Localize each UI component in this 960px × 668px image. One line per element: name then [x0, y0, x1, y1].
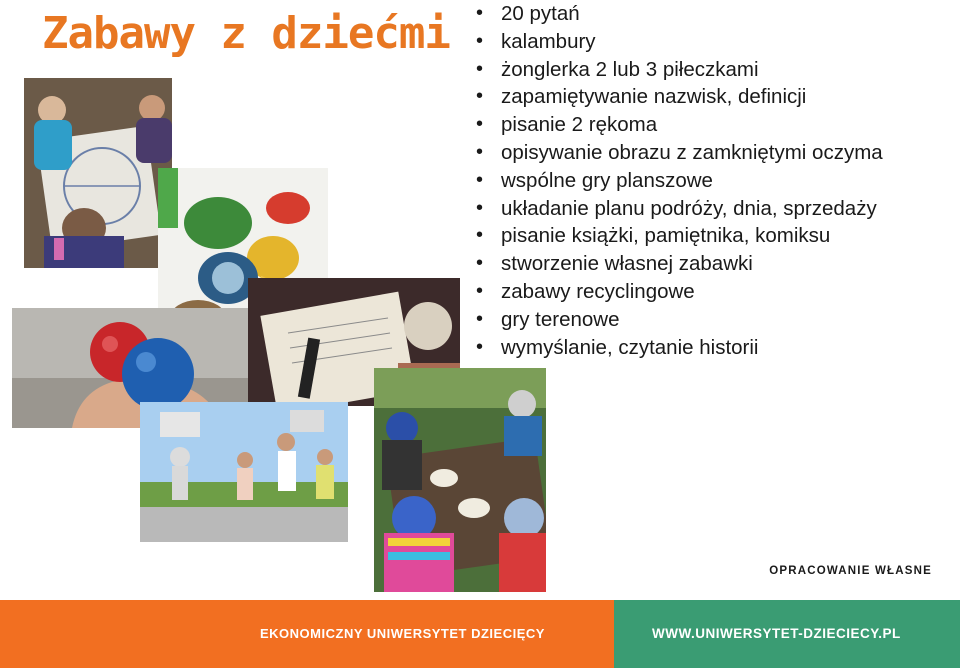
children-drawing-photo	[24, 78, 172, 268]
list-item: • zapamiętywanie nazwisk, definicji	[476, 83, 883, 111]
footer-right-bar	[614, 600, 960, 668]
list-item: • opisywanie obrazu z zamkniętymi oczyma	[476, 139, 883, 167]
list-item: • pisanie 2 rękoma	[476, 111, 883, 139]
list-item: • gry terenowe	[476, 306, 883, 334]
activity-list	[476, 0, 883, 361]
list-item: • układanie planu podróży, dnia, sprzedaży	[476, 195, 883, 223]
list-item: • wspólne gry planszowe	[476, 167, 883, 195]
footer-organization: EKONOMICZNY UNIWERSYTET DZIECIĘCY	[260, 626, 545, 641]
list-item: • kalambury	[476, 28, 883, 56]
list-item: • stworzenie własnej zabawki	[476, 250, 883, 278]
list-item: • wymyślanie, czytanie historii	[476, 334, 883, 362]
children-table-photo	[374, 368, 546, 592]
list-item: • 20 pytań	[476, 0, 883, 28]
list-item: • pisanie książki, pamiętnika, komiksu	[476, 222, 883, 250]
footer-website-link[interactable]: WWW.UNIWERSYTET-DZIECIECY.PL	[652, 626, 901, 641]
children-outdoor-photo	[140, 402, 348, 542]
list-item: • zabawy recyclingowe	[476, 278, 883, 306]
source-note: OPRACOWANIE WŁASNE	[769, 565, 932, 577]
footer-left-bar	[0, 600, 614, 668]
page-title: Zabawy z dziećmi	[42, 8, 450, 59]
list-item: • żonglerka 2 lub 3 piłeczkami	[476, 56, 883, 84]
